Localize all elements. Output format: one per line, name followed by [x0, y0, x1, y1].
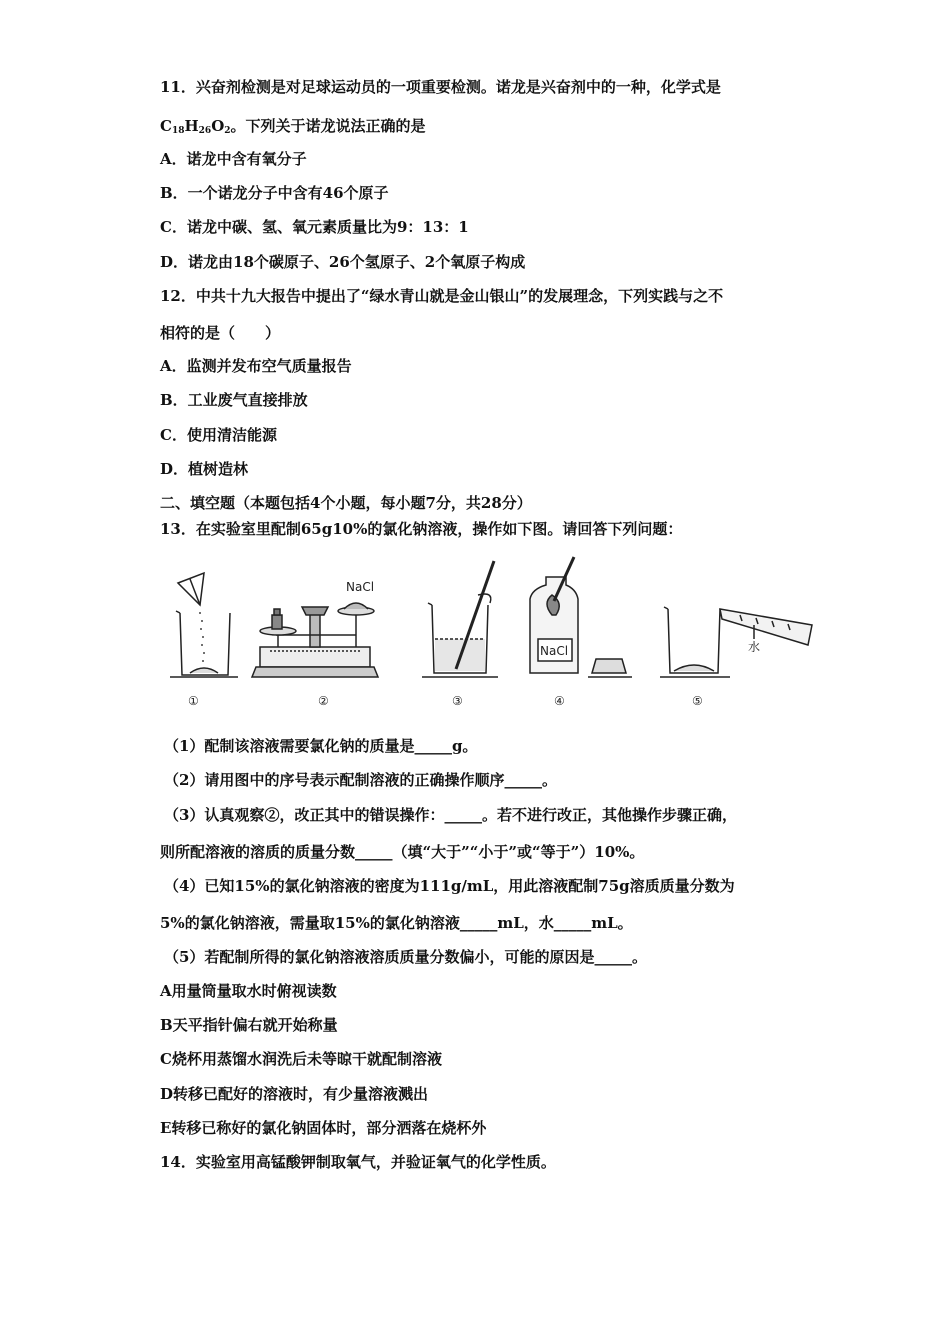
q11-option-a: A．诺龙中含有氧分子	[160, 150, 307, 168]
q13-sub4-line2: 5%的氯化钠溶液，需量取15%的氯化钠溶液_____mL，水_____mL。	[160, 914, 633, 932]
step-label-4: ④	[554, 694, 565, 708]
water-label: 水	[748, 640, 761, 654]
formula-h-sub: 26	[198, 126, 212, 136]
q13-option-b: B天平指针偏右就开始称量	[160, 1016, 338, 1034]
formula-c: C	[160, 117, 172, 135]
q13-option-c: C烧杯用蒸馏水润洗后未等晾干就配制溶液	[160, 1050, 442, 1068]
q12-option-a: A．监测并发布空气质量报告	[160, 357, 352, 375]
step-label-3: ③	[452, 694, 463, 708]
q14-stem: 14．实验室用高锰酸钾制取氧气，并验证氧气的化学性质。	[160, 1153, 556, 1171]
q11-stem-rest: 。下列关于诺龙说法正确的是	[230, 117, 426, 135]
q11-option-d: D．诺龙由18个碳原子、26个氢原子、2个氧原子构成	[160, 253, 526, 271]
step4-reagent-bottle	[530, 557, 632, 677]
step-label-5: ⑤	[692, 694, 703, 708]
q13-sub4-line1: （4）已知15%的氯化钠溶液的密度为111g/mL，用此溶液配制75g溶质质量分数为	[164, 877, 735, 895]
section-heading: 二、填空题（本题包括4个小题，每小题7分，共28分）	[160, 494, 532, 512]
formula-o: O	[211, 117, 225, 135]
step2-balance	[252, 603, 378, 677]
q12-option-c: C．使用清洁能源	[160, 426, 277, 444]
q13-option-e: E转移已称好的氯化钠固体时，部分洒落在烧杯外	[160, 1119, 487, 1137]
q13-sub3-line1: （3）认真观察②，改正其中的错误操作：_____。若不进行改正，其他操作步骤正确，	[164, 806, 737, 824]
q12-option-b: B．工业废气直接排放	[160, 391, 308, 409]
q12-stem-line1: 12．中共十九大报告中提出了“绿水青山就是金山银山”的发展理念，下列实践与之不	[160, 287, 724, 305]
nacl-label-bottle: NaCl	[540, 644, 569, 658]
q13-option-a: A用量筒量取水时俯视读数	[160, 982, 337, 1000]
formula-h: H	[184, 117, 199, 135]
q13-sub2: （2）请用图中的序号表示配制溶液的正确操作顺序_____。	[164, 771, 557, 789]
experiment-figure	[160, 555, 840, 715]
q12-option-d: D．植树造林	[160, 460, 249, 478]
q13-stem: 13．在实验室里配制65g10%的氯化钠溶液，操作如下图。请回答下列问题：	[160, 520, 683, 538]
q11-option-b: B．一个诺龙分子中含有46个原子	[160, 184, 389, 202]
step5-cylinder-pouring	[660, 607, 812, 677]
q11-option-c: C．诺龙中碳、氢、氧元素质量比为9：13：1	[160, 218, 469, 236]
q13-sub3-line2: 则所配溶液的溶质的质量分数_____（填“大于”“小于”或“等于”）10%。	[160, 843, 645, 861]
step-label-1: ①	[188, 694, 199, 708]
q13-sub5: （5）若配制所得的氯化钠溶液溶质质量分数偏小，可能的原因是_____。	[164, 948, 647, 966]
q13-sub1: （1）配制该溶液需要氯化钠的质量是_____g。	[164, 737, 478, 755]
q12-stem-line2: 相符的是（ ）	[160, 324, 281, 342]
step1-beaker-pouring	[170, 573, 238, 677]
q11-stem-line1: 11．兴奋剂检测是对足球运动员的一项重要检测。诺龙是兴奋剂中的一种，化学式是	[160, 78, 721, 96]
step-label-2: ②	[318, 694, 329, 708]
formula-c-sub: 18	[171, 126, 185, 136]
q11-stem-line2	[160, 116, 426, 141]
formula-o-sub: 2	[224, 126, 231, 136]
step3-beaker-stirring	[422, 561, 498, 677]
q13-option-d: D转移已配好的溶液时，有少量溶液溅出	[160, 1085, 429, 1103]
nacl-label-balance: NaCl	[346, 580, 375, 594]
